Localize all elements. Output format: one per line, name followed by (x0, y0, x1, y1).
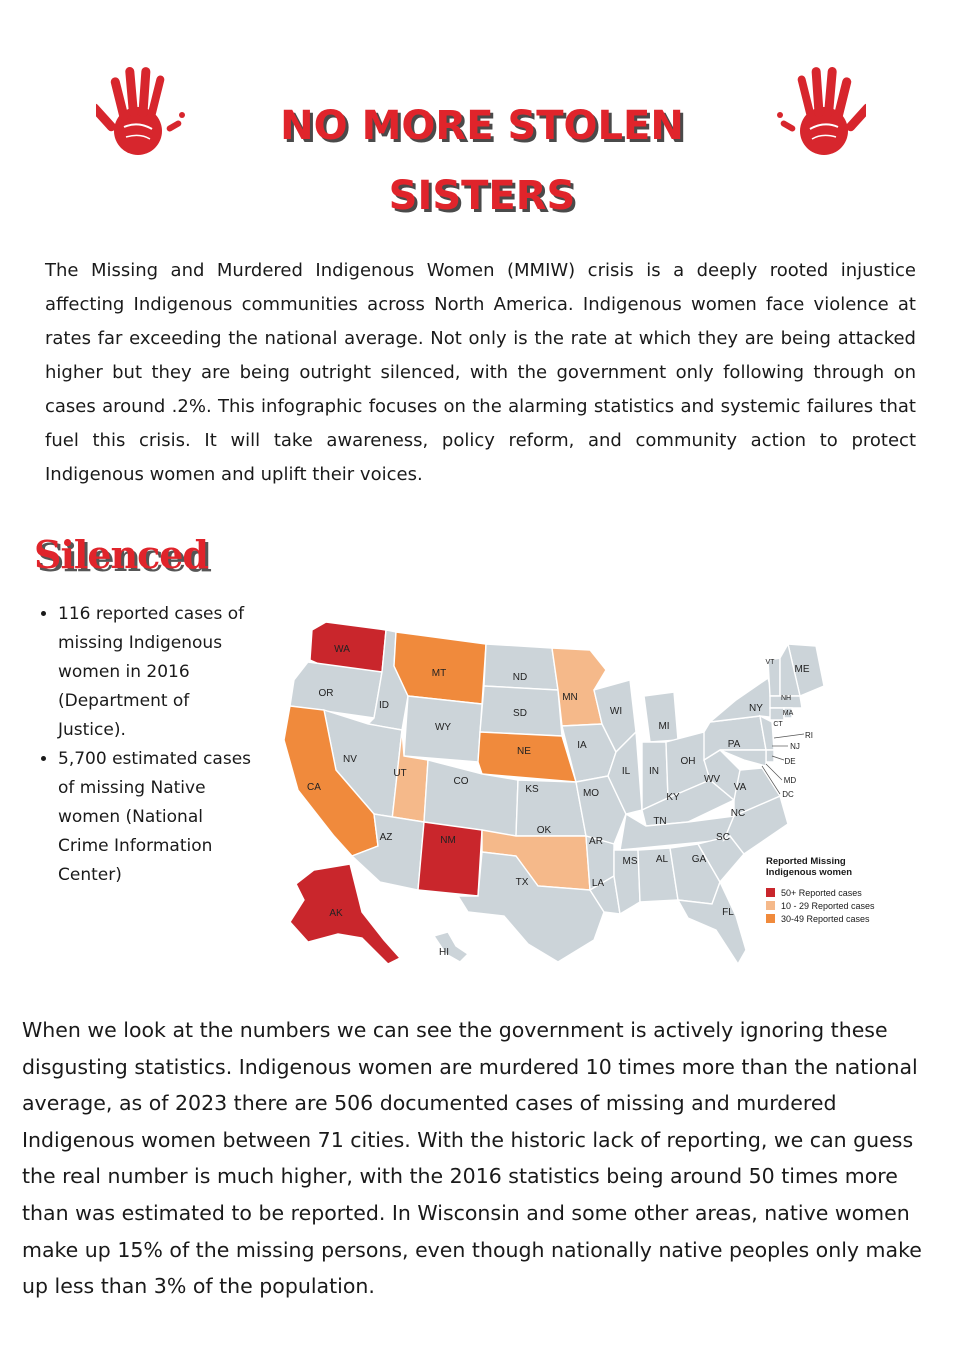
state-label: OK (536, 825, 552, 836)
state-label: WA (334, 644, 350, 655)
state-label: CO (453, 776, 469, 787)
state-ny (710, 678, 778, 722)
state-label: AZ (379, 832, 393, 843)
title-line-1: NO MORE STOLEN (280, 103, 684, 149)
state-label: FL (722, 907, 734, 918)
title-line-2: SISTERS (388, 173, 576, 219)
state-label: TX (515, 877, 529, 888)
state-nd (484, 644, 558, 690)
state-label: WY (434, 722, 452, 733)
state-label: IL (621, 766, 631, 777)
section-title-silenced: Silenced (34, 532, 209, 577)
legend-title-line1: Reported Missing (766, 856, 846, 867)
state-label: DC (782, 790, 794, 799)
state-label: NM (440, 835, 456, 846)
state-label: LA (591, 878, 605, 889)
intro-paragraph: The Missing and Murdered Indigenous Women (MMIW) crisis is a deeply rooted injustice affecting Indigenous communities across North America. Indigenous women face violence at rates far exceeding the national average. Not only is the rate at which they are being attacked higher but they are being outright silenced, with the government only following through on cases around .2%. This infographic focuses on the alarming statistics and systemic failures that fuel this crisis. It will take awareness, policy reform, and community action to protect Indigenous women and uplift their voices. (45, 260, 916, 485)
state-label: NJ (790, 742, 800, 751)
legend-item (766, 899, 906, 912)
state-label: MS (622, 856, 638, 867)
legend-label: 50+ Reported cases (781, 887, 862, 898)
map-legend (766, 856, 906, 925)
legend-label: 30-49 Reported cases (781, 913, 870, 924)
state-label: ND (512, 672, 528, 683)
state-mi (644, 692, 678, 742)
state-label: ME (794, 664, 810, 675)
state-label: CT (773, 721, 783, 728)
state-label: MT (431, 668, 447, 679)
facts-list (32, 600, 258, 890)
page-header (0, 55, 964, 230)
state-label: KY (666, 792, 680, 803)
state-label: RI (805, 731, 813, 740)
state-label: CA (307, 782, 321, 793)
legend-title-line2: Indigenous women (766, 867, 853, 878)
state-label: IN (649, 766, 659, 777)
state-label: VT (765, 659, 775, 666)
legend-title (766, 856, 906, 878)
state-label: MA (782, 710, 794, 717)
state-label: DE (784, 757, 796, 766)
state-label: HI (439, 947, 449, 958)
state-label: MO (582, 788, 600, 799)
state-label: VA (733, 782, 747, 793)
state-label: MD (783, 776, 797, 785)
state-label: IA (577, 740, 587, 751)
state-label: NE (517, 746, 531, 757)
state-label: OH (680, 756, 696, 767)
state-label: PA (727, 739, 741, 750)
state-mn (552, 648, 606, 726)
state-label: KS (525, 784, 539, 795)
legend-label: 10 - 29 Reported cases (781, 900, 875, 911)
legend-swatch (766, 901, 775, 910)
state-label: WI (609, 706, 623, 717)
state-label: UT (393, 768, 407, 779)
state-nm (418, 822, 482, 896)
state-label: MI (658, 721, 670, 732)
state-label: NC (730, 808, 746, 819)
state-label: OR (318, 688, 334, 699)
state-label: NY (749, 703, 763, 714)
state-label: TN (653, 816, 667, 827)
list-item: • 5,700 estimated cases of missing Native women (National Crime Information Center) (58, 745, 258, 890)
list-item: • 116 reported cases of missing Indigenous women in 2016 (Department of Justice). (58, 600, 258, 745)
state-label: AK (329, 908, 343, 919)
legend-swatch (766, 888, 775, 897)
state-label: SD (513, 708, 527, 719)
state-label: AR (589, 836, 603, 847)
legend-item (766, 886, 906, 899)
state-label: MN (562, 692, 578, 703)
state-label: AL (655, 854, 669, 865)
state-ne (478, 732, 576, 782)
state-label: SC (716, 832, 730, 843)
legend-item (766, 912, 906, 925)
state-label: ID (379, 700, 389, 711)
state-label: NH (780, 695, 792, 702)
state-label: NV (343, 754, 357, 765)
legend-swatch (766, 914, 775, 923)
state-label: GA (691, 854, 707, 865)
state-label: WV (703, 774, 721, 785)
statistics-paragraph: When we look at the numbers we can see the government is actively ignoring these disgusting statistics. Indigenous women are murdered 10 times more than the national average, as of 2023 there are 506 documented cases of missing and murdered Indigenous women between 71 cities. With the historic lack of reporting, we can guess the real number is much higher, with the 2016 statistics being around 50 times more than was estimated to be reported. In Wisconsin and some other areas, native women make up 15% of the missing persons, even though nationally native peoples only make up less than 3% of the population. (22, 1018, 922, 1299)
